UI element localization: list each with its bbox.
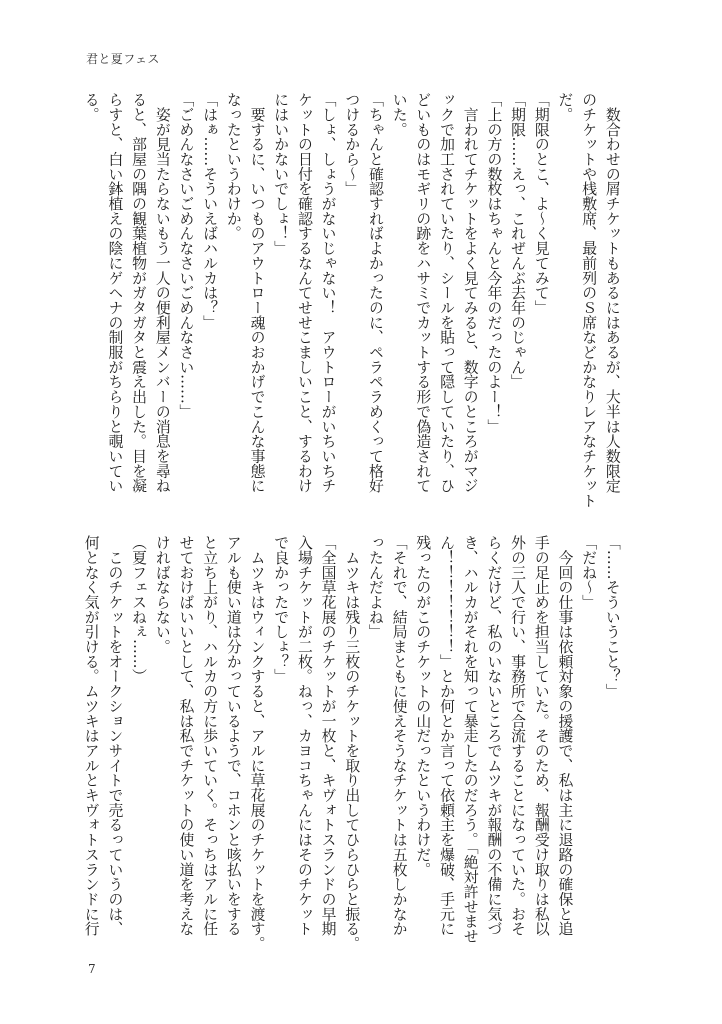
- text-column: 残ったのがこのチケットの山だったというわけだ。: [414, 535, 433, 877]
- text-column: せておけばいいとして、私は私でチケットの使い道を考えな: [177, 535, 196, 936]
- text-column: 「期限のとこ、よ～く見てみて」: [532, 92, 551, 315]
- text-column: にはいかないでしょ！」: [272, 92, 291, 256]
- text-column: つけるから～」: [343, 92, 362, 196]
- text-column: 「期限……えっ、これぜんぶ去年のじゃん」: [509, 92, 528, 389]
- text-column: で良かったでしょ？」: [272, 535, 291, 684]
- text-column: 「だね～」: [580, 535, 599, 610]
- text-column: 「……そういうこと？」: [603, 535, 622, 699]
- text-column: 姿が見当たらないもう一人の便利屋メンバーの消息を尋ね: [153, 92, 172, 493]
- text-column: 「ごめんなさいごめんなさいごめんなさい……」: [177, 92, 196, 419]
- text-column: なったというわけか。: [224, 92, 243, 241]
- text-column: 「はぁ……そういえばハルカは？」: [201, 92, 220, 330]
- text-column: 「全国草花展のチケットが一枚と、キヴォトスランドの早期: [319, 535, 338, 936]
- text-column: 「それで、結局まともに使えそうなチケットは五枚しかなか: [390, 535, 409, 936]
- text-column: と立ち上がり、ハルカの方に歩いていく。そっちはアルに任: [201, 535, 220, 936]
- text-column: ければならない。: [153, 535, 172, 654]
- text-column: 「上の方の数枚はちゃんと今年のだったのよー！」: [485, 92, 504, 434]
- text-column: ん！！！！！！！」とか何とか言って依頼主を爆破、手元に: [438, 535, 457, 936]
- text-column: 言われてチケットをよく見てみると、数字のところがマジ: [461, 92, 480, 493]
- upper-text-block: [79, 92, 624, 508]
- text-column: 数合わせの屑チケットもあるにはあるが、大半は人数限定: [603, 92, 622, 493]
- text-column: アルも使い道は分かっているようで、コホンと咳払いをする: [224, 535, 243, 936]
- text-column: （夏フェスねぇ……）: [130, 535, 149, 684]
- text-column: のチケットや桟敷席、最前列のＳ席などかなりレアなチケット: [580, 92, 599, 508]
- text-column: ムツキはウィンクすると、アルに草花展のチケットを渡す。: [248, 535, 267, 951]
- text-column: 「しょ、しょうがないじゃない！ アウトローがいちいちチ: [319, 92, 338, 493]
- text-column: らくだけど、私のいないところでムツキが報酬の不備に気づ: [485, 535, 504, 936]
- text-column: ックで加工されていたり、シールを貼って隠していたり、ひ: [438, 92, 457, 493]
- text-column: 今回の仕事は依頼対象の援護で、私は主に退路の確保と追: [556, 535, 575, 936]
- text-column: 外の三人で行い、事務所で合流することになっていた。おそ: [509, 535, 528, 936]
- running-header: 君と夏フェス: [86, 52, 160, 66]
- page-number: 7: [88, 962, 96, 976]
- lower-text-block: [79, 535, 624, 951]
- text-column: 手の足止めを担当していた。そのため、報酬受け取りは私以: [532, 535, 551, 936]
- text-column: ケットの日付を確認するなんてせせこましいこと、するわけ: [295, 92, 314, 493]
- text-column: ムツキは残り三枚のチケットを取り出してひらひらと振る。: [343, 535, 362, 951]
- text-column: らすと、白い鉢植えの陰にゲヘナの制服がちらりと覗いてい: [106, 92, 125, 493]
- text-column: 入場チケットが二枚。ねっ、カヨコちゃんにはそのチケット: [295, 535, 314, 936]
- text-column: このチケットをオークションサイトで売るっていうのは、: [106, 535, 125, 936]
- text-column: き、ハルカがそれを知って暴走したのだろう。「絶対許せませ: [461, 535, 480, 944]
- text-column: だ。: [556, 92, 575, 122]
- text-column: いた。: [390, 92, 409, 137]
- text-column: 何となく気が引ける。ムツキはアルとキヴォトスランドに行: [82, 535, 101, 936]
- text-column: ったんだよね」: [366, 535, 385, 639]
- text-column: ると、部屋の隅の観葉植物がガタガタと震え出した。目を凝: [130, 92, 149, 493]
- text-column: 「ちゃんと確認すればよかったのに、ペラペラめくって格好: [366, 92, 385, 493]
- text-column: どいものはモギリの跡をハサミでカットする形で偽造されて: [414, 92, 433, 493]
- text-column: 要するに、いつものアウトロー魂のおかげでこんな事態に: [248, 92, 267, 493]
- text-column: る。: [82, 92, 101, 122]
